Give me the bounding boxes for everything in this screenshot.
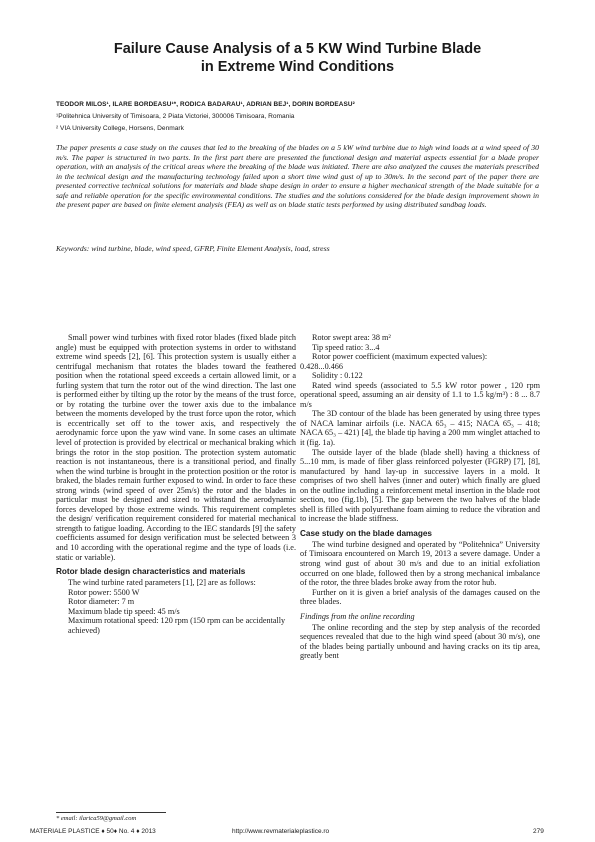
param-rated-wind: Rated wind speeds (associated to 5.5 kW rotor power , 120 rpm operational speed, assuming an air density of 1.1 to 1.5 kg/m³) : 8 ... 8.7 m/s — [300, 380, 540, 409]
param-cp-label: Rotor power coefficient (maximum expected values): — [312, 352, 488, 362]
right-column — [300, 333, 540, 661]
subsection-heading-findings: Findings from the online recording — [300, 611, 415, 621]
param-power: Rotor power: 5500 W — [68, 587, 140, 597]
contour-paragraph: The 3D contour of the blade has been generated by using three types of NACA laminar airfoils (i.e. NACA 65₃ – 415; NACA 65₃ – 418; NACA 65₃ – 421) [4], the blade tip having a 200 mm winglet attached to it (fig. 1a). — [300, 409, 540, 448]
section-heading-case-study: Case study on the blade damages — [300, 528, 432, 538]
shell-paragraph: The outside layer of the blade (blade shell) having a thickness of 5...10 mm, is made of fiber glass reinforced polyester (FGRP) [7], [8], manufactured by hand lay-up in successive layers in a mold. It comprises of two shell halves (inner and outer) which finally are glued on the outline including a reinforcement metal insertion in the blade root section, too (fig.1b), [5]. The gap between the two halves of the blade shell is filled with polyurethane foam aiming to reduce the vibration and to increase the blade stiffness. — [300, 447, 540, 524]
left-column — [56, 333, 296, 635]
section-heading-design: Rotor blade design characteristics and materials — [56, 567, 246, 577]
title-line-1: Failure Cause Analysis of a 5 KW Wind Turbine Blade — [113, 41, 482, 57]
footer-journal: MATERIALE PLASTICE ♦ 50♦ No. 4 ♦ 2013 — [30, 828, 156, 835]
affiliation-2: ² VIA University College, Horsens, Denmark — [56, 125, 184, 132]
footer-page-number: 279 — [533, 828, 544, 835]
keywords: Keywords: wind turbine, blade, wind speed, GFRP, Finite Element Analysis, load, stress — [56, 244, 330, 253]
title-line-2: in Extreme Wind Conditions — [200, 59, 395, 75]
paper-title — [40, 40, 555, 76]
intro-paragraph: Small power wind turbines with fixed rotor blades (fixed blade pitch angle) must be equipped with protection systems in order to withstand extreme wind speeds [2], [6]. This protection system is usually either a centrifugal mechanism that rotates the blades toward the feathered position when the rotational speed exceeds a certain allowed limit, or a furling system that turn the rotor out of the wind direction. The last one is performed either by tilting up the rotor by the means of the trust force, or by rotating the turbine over the tower axis due to the imbalance between the moments developed by the trust force upon the rotor, which is eccentrically set off to the tower axis, and respectively the aerodynamic force upon the yaw wind vane. In some cases an ultimate level of protection is provided by electrical or mechanical braking which brings the rotor in the stop position. The protection system automatic reaction is not instantaneous, there is a transitional period, and finally when the wind turbine is brought in the protection position or the rotor is braked, the blades remain further exposed to wind. In order to face these strong winds (wind speed of over 25m/s) the rotor and the blades in particular must be designed and sized to withstand the aerodynamic forces developed by those extreme winds. This requirement completes the design/ verification requirement considered for material mechanical strength to fatigue loading. According to the IEC standards [9] the safety coefficients assumed for design verification must be selected between 3 and 10 according with the operational regime and the type of loads (i.e. static or variable). — [56, 333, 296, 562]
affiliation-1: ¹Politehnica University of Timisoara, 2 Piata Victoriei, 300006 Timisoara, Romania — [56, 113, 295, 120]
param-swept-area: Rotor swept area: 38 m² — [312, 333, 391, 342]
footnote-email: * email: ilarica59@gmail.com — [56, 815, 137, 822]
param-tsr: Tip speed ratio: 3...4 — [312, 342, 380, 352]
param-rot-speed: Maximum rotational speed: 120 rpm (150 rpm can be accidentally achieved) — [68, 616, 286, 635]
abstract: The paper presents a case study on the causes that led to the breaking of the blades on a 5 kW wind turbine due to high wind loads at a wind speed of 30 m/s. The paper is structured in two parts. In the first part there are presented the functional design and material aspects essential for a blade proper operation, with an analysis of the critical areas where the breaking of the blade was initiated. There are also analyzed the causes the materials prescribed in the technical design and the manufacturing technology failed upon a short time wind gust of up to 30m/s. In the second part of the paper there are presented corrective technical solutions for materials and blade shape design in order to ensure a higher mechanical strength of the blade suitable for a safe and reliable operation for the specific environmental conditions. The studies and the solutions considered for the blade design improvement shown in the present paper are based on finite element analysis (FEA) as well as on blade static tests performed by using distributed sandbag loads. — [56, 143, 539, 210]
findings-paragraph: The online recording and the step by step analysis of the recorded sequences revealed that due to the high wind speed (about 30 m/s), one of the blades being partially unbound and having cracks on its tip area, greatly bent — [300, 622, 540, 661]
author-list: TEODOR MILOS¹, ILARE BORDEASU¹*, RODICA BADARAU¹, ADRIAN BEJ¹, DORIN BORDEASU² — [56, 101, 355, 108]
params-intro: The wind turbine rated parameters [1], [2] are as follows: — [68, 578, 256, 588]
footnote-divider — [56, 812, 166, 813]
case-paragraph: The wind turbine designed and operated by “Politehnica” University of Timisoara encountered on March 19, 2013 a severe damage. Under a strong wind gust of about 30 m/s and due to an initial exfoliation occurred on one blade, followed then by a strong mechanical imbalance of the rotor, the three blades broke away from the rotor hub. — [300, 539, 540, 588]
param-diameter: Rotor diameter: 7 m — [68, 597, 135, 607]
param-tip-speed: Maximum blade tip speed: 45 m/s — [68, 606, 180, 616]
param-cp-values: 0.428...0.466 — [300, 361, 343, 371]
footer-url[interactable]: http://www.revmaterialeplastice.ro — [232, 828, 330, 835]
param-solidity: Solidity : 0.122 — [312, 371, 363, 381]
further-paragraph: Further on it is given a brief analysis of the damages caused on the three blades. — [300, 587, 540, 607]
